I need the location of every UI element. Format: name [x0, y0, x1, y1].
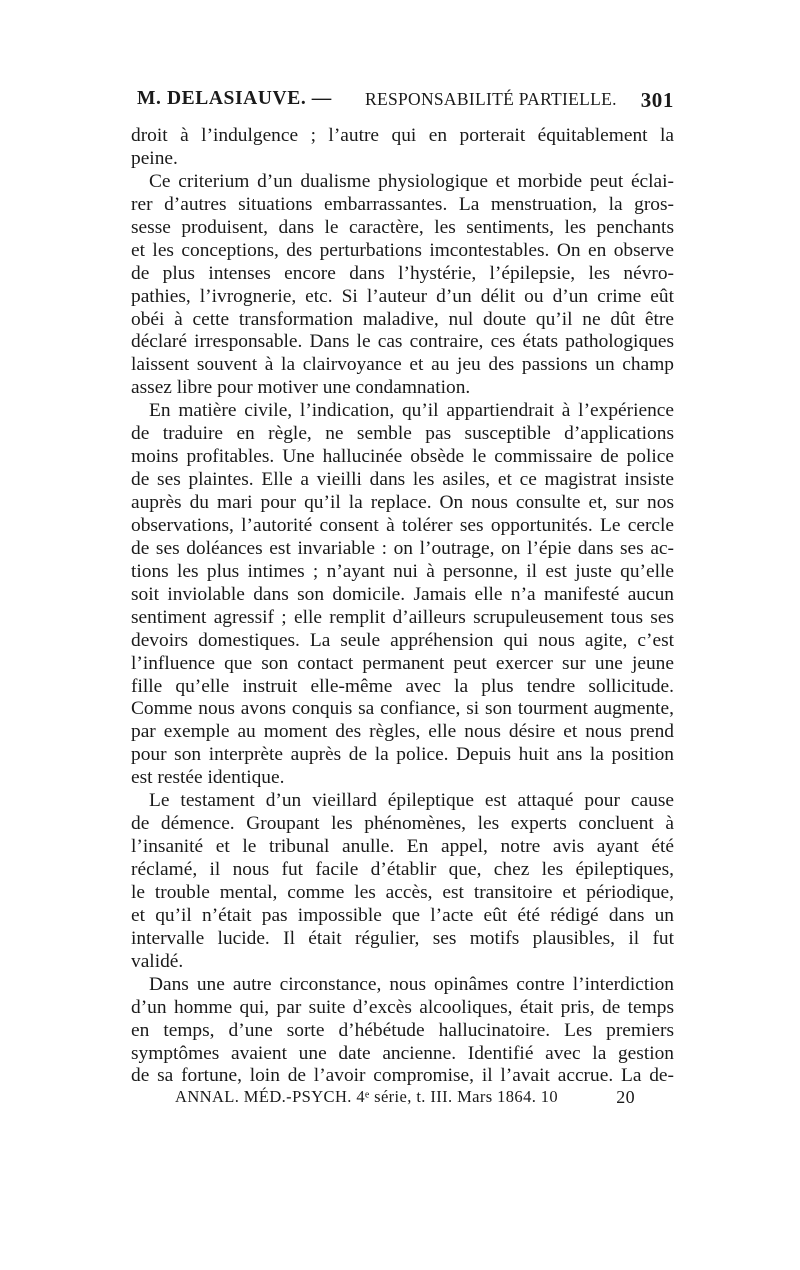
text-line: de ses plaintes. Elle a vieilli dans les asiles, et ce magistrat insiste	[131, 469, 674, 491]
sheet-number: 20	[616, 1087, 635, 1107]
text-line: par exemple au moment des règles, elle nous désire et nous prend	[131, 721, 674, 743]
text-line: devoirs domestiques. La seule appréhension qui nous agite, c’est	[131, 629, 674, 651]
text-line: fille qu’elle instruit elle-même avec la plus tendre sollicitude.	[131, 675, 674, 697]
text-line: sesse produisent, dans le caractère, les sentiments, les penchants	[131, 216, 674, 238]
text-line: et les conceptions, des perturbations imcontestables. On en observe	[131, 239, 674, 261]
running-head	[137, 88, 674, 118]
text-line: moins profitables. Une hallucinée obsède le commissaire de police	[131, 446, 674, 468]
text-line: et qu’il n’était pas impossible que l’acte eût été rédigé dans un	[131, 904, 674, 926]
text-line: pour son interprète auprès de la police. Depuis huit ans la position	[131, 744, 674, 766]
text-line: de plus intenses encore dans l’hystérie, l’épilepsie, les névro-	[131, 262, 674, 284]
text-line: de traduire en règle, ne semble pas susceptible d’applications	[131, 423, 674, 445]
text-line: déclaré irresponsable. Dans le cas contraire, ces états pathologiques	[131, 331, 674, 353]
text-line: rer d’autres situations embarrassantes. La menstruation, la gros-	[131, 193, 674, 215]
text-line: symptômes avaient une date ancienne. Identifié avec la gestion	[131, 1042, 674, 1064]
running-head-author: M. DELASIAUVE. —	[137, 88, 332, 109]
text-line: Comme nous avons conquis sa confiance, si son tourment augmente,	[131, 698, 674, 720]
signature-line	[175, 1087, 635, 1111]
text-line: intervalle lucide. Il était régulier, ses motifs plausibles, il fut	[131, 927, 674, 949]
text-line: de ses doléances est invariable : on l’outrage, on l’épie dans ses ac-	[131, 537, 674, 559]
text-line: réclamé, il nous fut facile d’établir que, chez les épileptiques,	[131, 859, 674, 880]
text-line: peine.	[131, 147, 178, 169]
text-line: laissent souvent à la clairvoyance et au jeu des passions un champ	[131, 354, 674, 376]
text-line: tions les plus intimes ; n’ayant nui à personne, il est juste qu’elle	[131, 560, 674, 582]
text-line: pathies, l’ivrognerie, etc. Si l’auteur d’un délit ou d’un crime eût	[131, 285, 674, 307]
text-line: Ce criterium d’un dualisme physiologique et morbide peut éclai-	[149, 170, 674, 192]
text-line: auprès du mari pour qu’il la replace. On nous consulte et, sur nos	[131, 492, 674, 513]
text-line: est restée identique.	[131, 767, 285, 789]
text-line: soit inviolable dans son domicile. Jamais elle n’a manifesté aucun	[131, 583, 674, 605]
text-line: validé.	[131, 950, 184, 972]
text-line: Dans une autre circonstance, nous opinâmes contre l’interdiction	[149, 973, 674, 995]
text-line: le trouble mental, comme les accès, est transitoire et périodique,	[131, 881, 674, 903]
text-line: d’un homme qui, par suite d’excès alcooliques, était pris, de temps	[131, 996, 674, 1018]
printer-signature: ANNAL. MÉD.-PSYCH. 4ᵉ série, t. III. Mars 1864. 10	[175, 1087, 559, 1106]
text-line: En matière civile, l’indication, qu’il appartiendrait à l’expérience	[149, 400, 674, 422]
running-head-subject: RESPONSABILITÉ PARTIELLE.	[365, 89, 617, 109]
text-line: droit à l’indulgence ; l’autre qui en porterait équitablement la	[131, 125, 674, 146]
text-line: sentiment agressif ; elle remplit d’ailleurs scrupuleusement tous ses	[131, 606, 674, 628]
text-line: obéi à cette transformation maladive, nul doute qu’il ne dût être	[131, 308, 674, 330]
text-line: observations, l’autorité consent à tolérer ses opportunités. Le cercle	[131, 514, 674, 536]
text-line: assez libre pour motiver une condamnation.	[131, 377, 471, 399]
text-line: l’influence que son contact permanent peut exercer sur une jeune	[131, 652, 674, 674]
text-line: en temps, d’une sorte d’hébétude hallucinatoire. Les premiers	[131, 1019, 674, 1041]
text-line: Le testament d’un vieillard épileptique est attaqué pour cause	[149, 790, 674, 812]
text-line: de démence. Groupant les phénomènes, les experts concluent à	[131, 813, 674, 835]
page-number: 301	[640, 88, 674, 112]
body-text	[131, 125, 674, 1088]
text-line: l’insanité et le tribunal anulle. En appel, notre avis ayant été	[131, 836, 674, 858]
text-line: de sa fortune, loin de l’avoir compromise, il l’avait accrue. La de-	[131, 1065, 674, 1087]
